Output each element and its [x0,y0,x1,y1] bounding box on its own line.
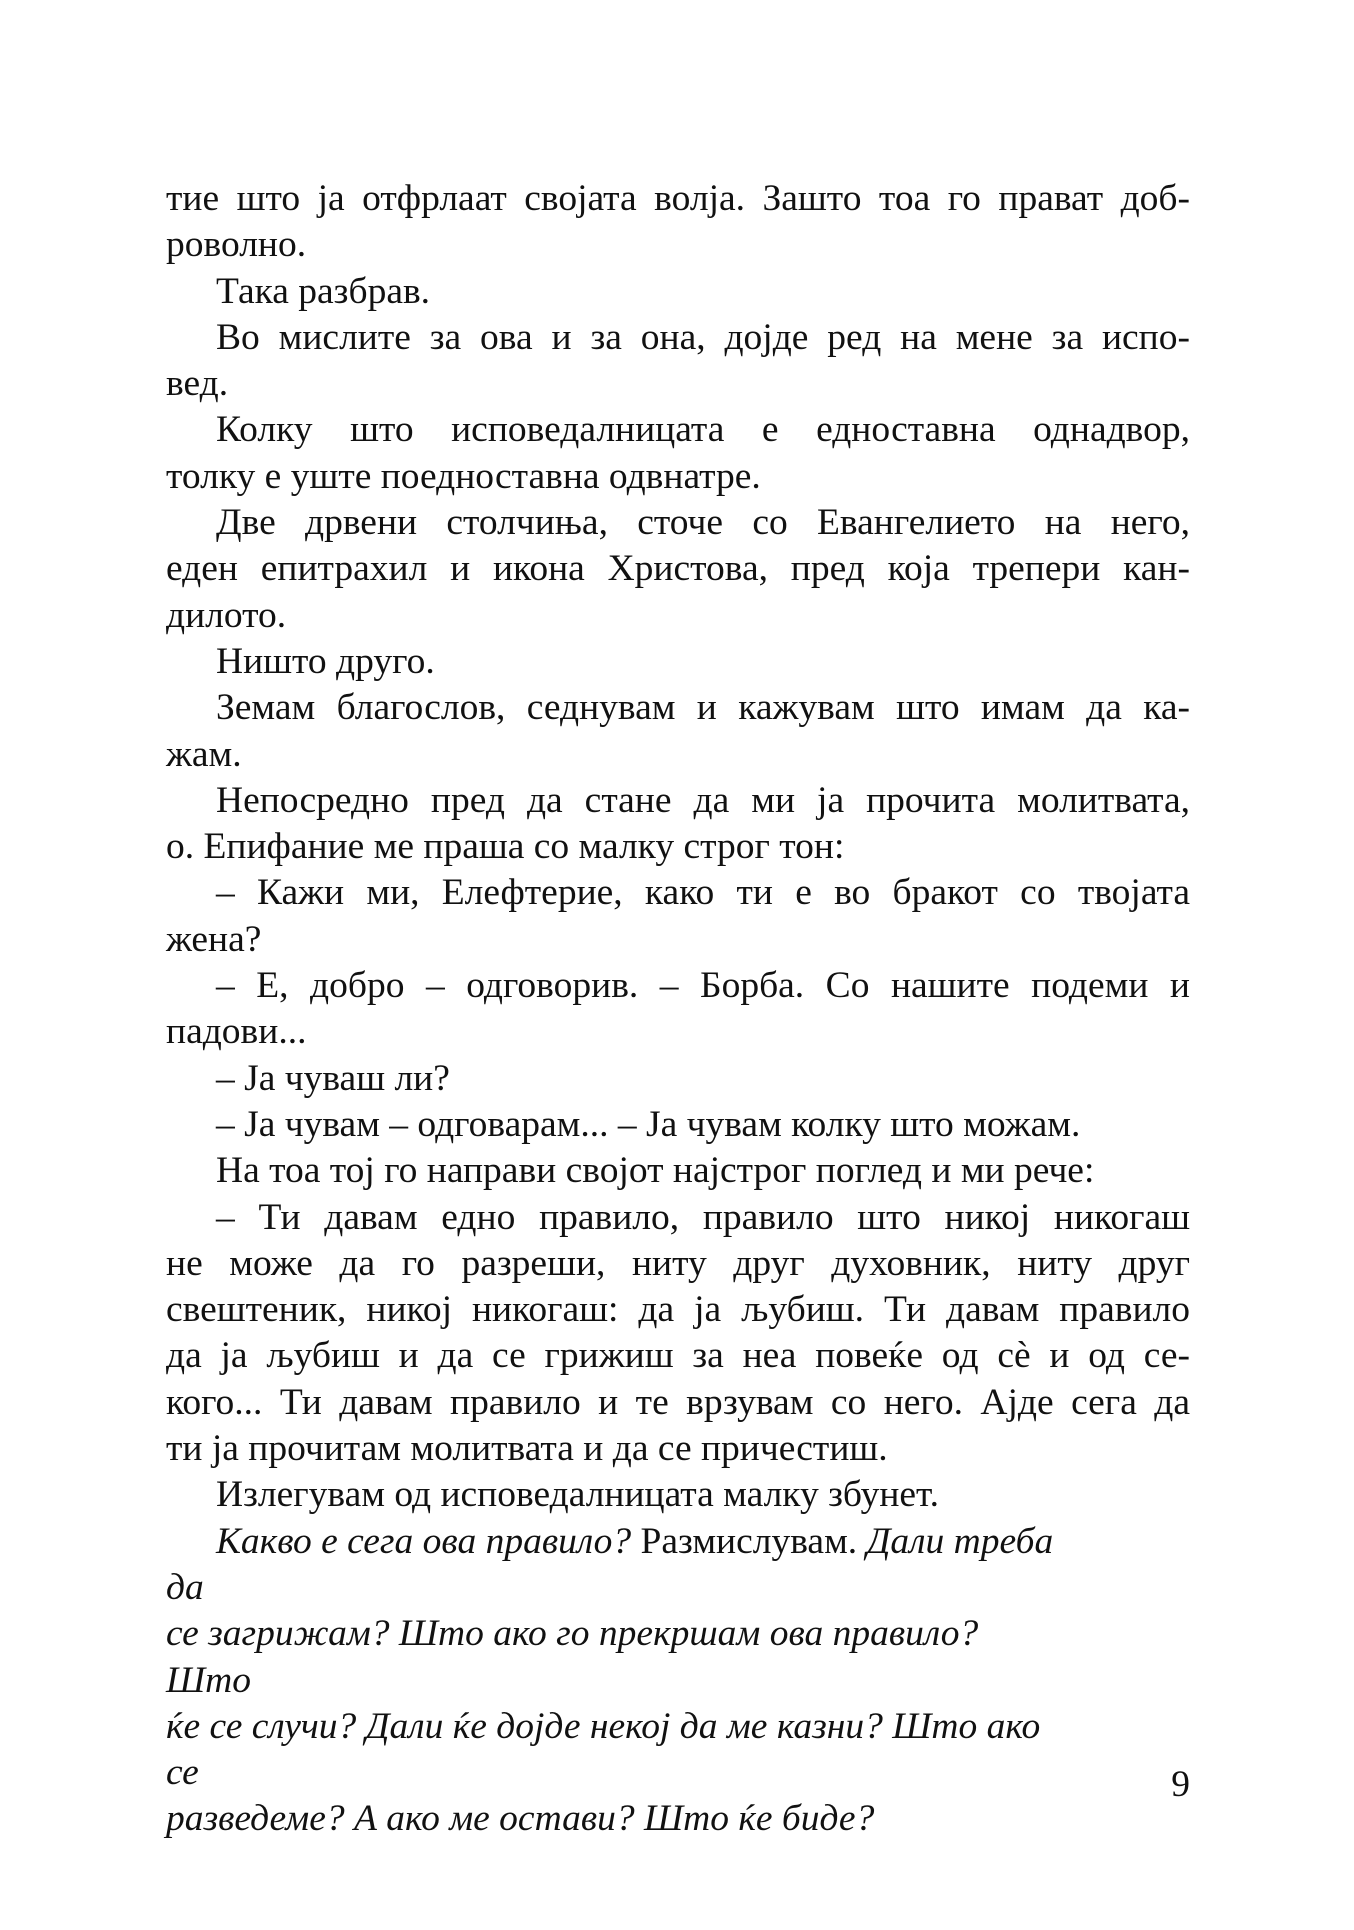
text-line: роволно. [166,224,307,266]
text-line: се [166,1752,199,1794]
page-number: 9 [1171,1764,1190,1805]
text-line: – Ја чувам – одговарам... – Ја чувам колку што можам. [216,1103,1081,1145]
text-line: Така разбрав. [216,270,431,312]
text-line: Ништо друго. [216,640,435,682]
text-line: ќе се случи? Дали ќе дојде некој да ме казни? Што ако [166,1705,1041,1747]
text-line: Во мислите за ова и за она, дојде ред на мене за испо- [216,316,1190,358]
text-line: На тоа тој го направи својот најстрог поглед и ми рече: [216,1150,1095,1192]
text-line: вед. [166,363,229,405]
text-line: жена? [166,918,262,960]
text-line: не може да го разреши, ниту друг духовник, ниту друг [166,1242,1190,1284]
text-line: – Ја чуваш ли? [216,1057,450,1099]
text-line: Непосредно пред да стане да ми ја прочита молитвата, [216,779,1190,821]
text-line: ти ја прочитам молитвата и да се причестиш. [166,1428,888,1470]
text-line: жам. [166,733,242,775]
text-line: Две дрвени столчиња, сточе со Евангелието на него, [216,502,1190,544]
plain-text: Размислувам. [631,1520,867,1562]
text-line: Што [166,1659,251,1701]
text-line: дилото. [166,594,287,636]
text-line: кого... Ти давам правило и те врзувам со него. Ајде сега да [166,1381,1190,1423]
text-line: да ја љубиш и да се грижиш за неа повеќе од сè и од се- [166,1335,1190,1377]
text-line: – Кажи ми, Елефтерие, како ти е во бракот со твојата [216,872,1190,914]
text-line: разведеме? А ако ме остави? Што ќе биде? [166,1798,875,1840]
italic-text: Какво е сега ова правило? [216,1520,632,1562]
text-line [166,1519,1190,1565]
text-line: толку е уште поедноставна одвнатре. [166,455,761,497]
text-line: еден епитрахил и икона Христова, пред која трепери кан- [166,548,1190,590]
text-line: Излегувам од исповедалницата малку збунет. [216,1474,939,1516]
text-line: – Ти давам едно правило, правило што никој никогаш [216,1196,1190,1238]
body-text [166,176,1190,1843]
text-line: се загрижам? Што ако го прекршам ова правило? [166,1613,979,1655]
text-line: – Е, добро – одговорив. – Борба. Со нашите подеми и [216,965,1190,1007]
text-line: свештеник, никој никогаш: да ја љубиш. Ти давам правило [166,1289,1190,1331]
text-line: тие што ја отфрлаат својата волја. Зашто тоа го прават доб- [166,178,1190,219]
text-line: Земам благослов, седнувам и кажувам што имам да ка- [216,687,1190,729]
text-line: падови... [166,1011,307,1053]
text-line: Колку што исповедалницата е едноставна однадвор, [216,409,1190,451]
text-line: о. Епифание ме праша со малку строг тон: [166,826,845,868]
text-line: да [166,1566,204,1608]
italic-text: Дали треба [866,1520,1054,1562]
